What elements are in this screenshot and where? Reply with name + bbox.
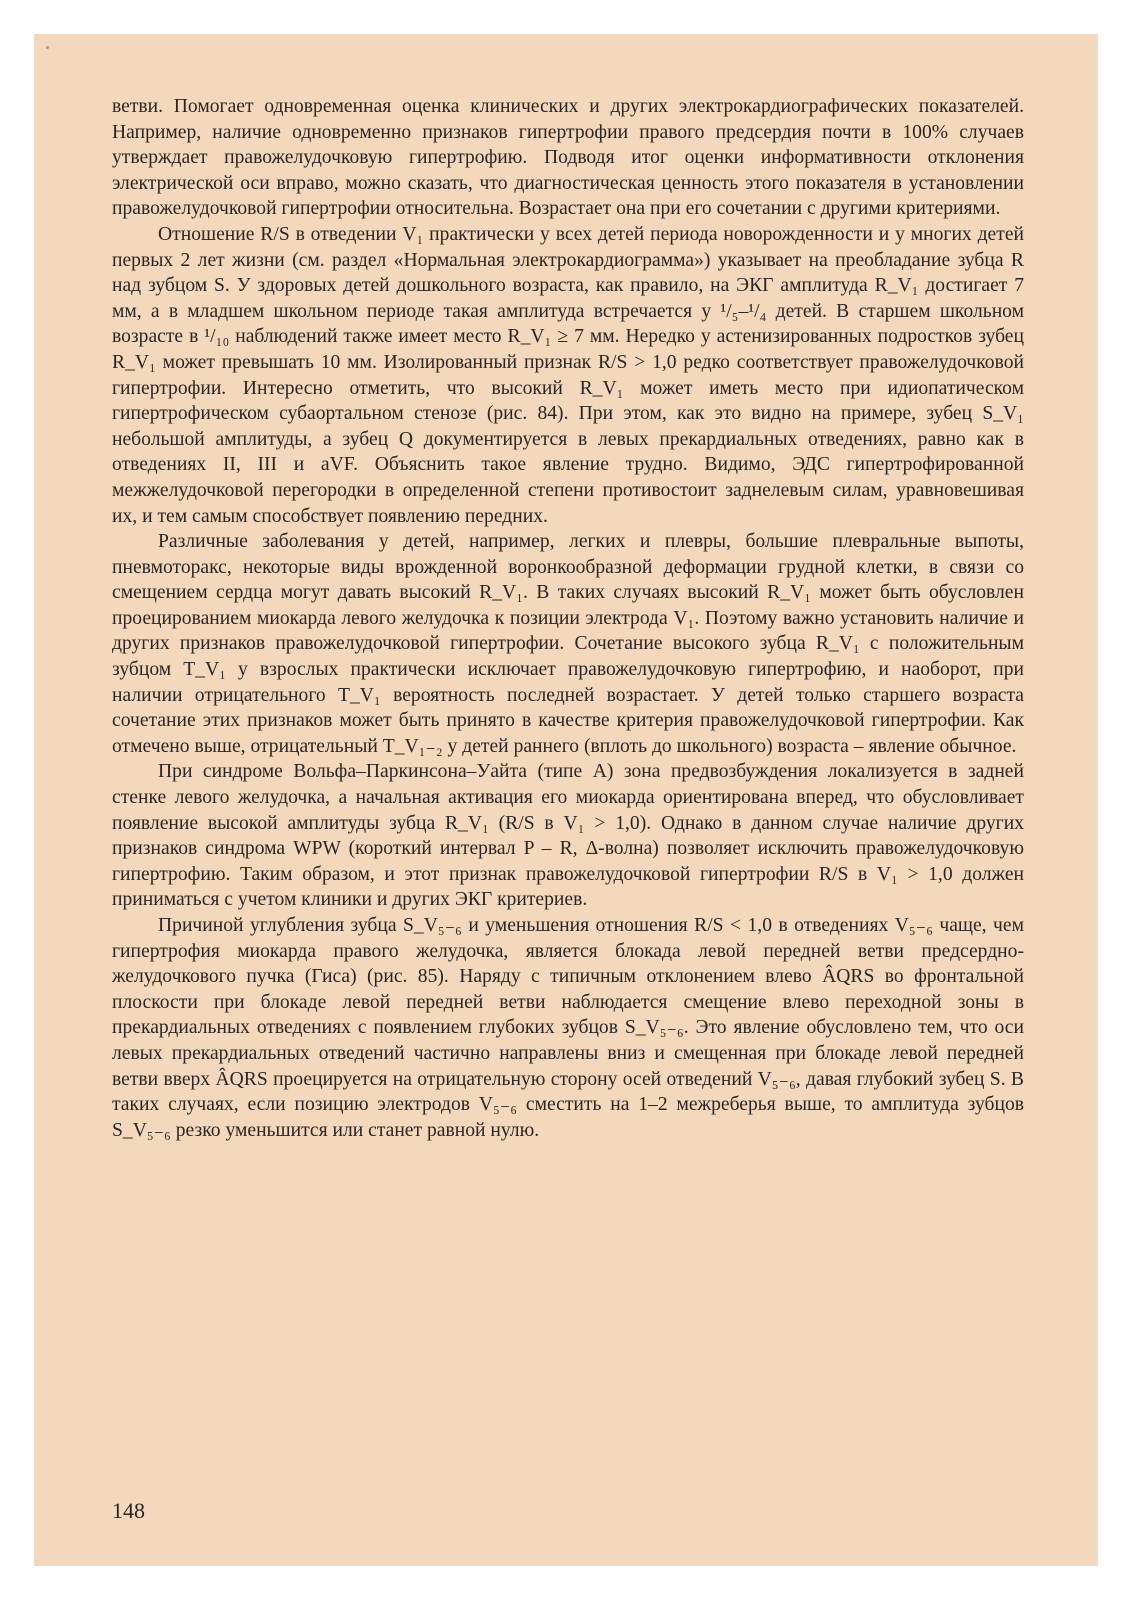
paragraph-3: Различные заболевания у детей, например, легких и плевры, большие плевральные выпоты, пневмоторакс, некоторые виды врожденной воронкообразной деформации грудной клетки, в связи со смещением сердца могут давать высокий R_V₁. В таких случаях высокий R_V₁ может быть обусловлен проецированием миокарда левого желудочка к позиции электрода V₁. Поэтому важно установить наличие и других признаков правожелудочковой гипертрофии. Сочетание высокого зубца R_V₁ с положительным зубцом T_V₁ у взрослых практически исключает правожелудочковую гипертрофию, и наоборот, при наличии отрицательного T_V₁ вероятность последней возрастает. У детей только старшего возраста сочетание этих признаков может быть принято в качестве критерия правожелудочковой гипертрофии. Как отмечено выше, отрицательный T_V₁₋₂ у детей раннего (вплоть до школьного) возраста – явление обычное. xyxy=(112,531,1024,757)
paragraph-5: Причиной углубления зубца S_V₅₋₆ и уменьшения отношения R/S < 1,0 в отведениях V₅₋₆ чаще, чем гипертрофия миокарда правого желудочка, является блокада левой передней ветви предсердно-желудочкового пучка (Гиса) (рис. 85). Наряду с типичным отклонением влево ÂQRS во фронтальной плоскости при блокаде левой передней ветви наблюдается смещение влево переходной зоны в прекардиальных отведениях с появлением глубоких зубцов S_V₅₋₆. Это явление обусловлено тем, что оси левых прекардиальных отведений частично направлены вниз и смещенная при блокаде левой передней ветви вверх ÂQRS проецируется на отрицательную сторону осей отведений V₅₋₆, давая глубокий зубец S. В таких случаях, если позицию электродов V₅₋₆ сместить на 1–2 межреберья выше, то амплитуда зубцов S_V₅₋₆ резко уменьшится или станет равной нулю. xyxy=(112,915,1024,1141)
paragraph-2: Отношение R/S в отведении V₁ практически у всех детей периода новорожденности и у многих детей первых 2 лет жизни (см. раздел «Нормальная электрокардиограмма») указывает на преобладание зубца R над зубцом S. У здоровых детей дошкольного возраста, как правило, на ЭКГ амплитуда R_V₁ достигает 7 мм, а в младшем школьном периоде такая амплитуда встречается у ¹/₅–¹/₄ детей. В старшем школьном возрасте в ¹/₁₀ наблюдений также имеет место R_V₁ ≥ 7 мм. Нередко у астенизированных подростков зубец R_V₁ может превышать 10 мм. Изолированный признак R/S > 1,0 редко соответствует правожелудочковой гипертрофии. Интересно отметить, что высокий R_V₁ может иметь место при идиопатическом гипертрофическом субаортальном стенозе (рис. 84). При этом, как это видно на примере, зубец S_V₁ небольшой амплитуды, а зубец Q документируется в левых прекардиальных отведениях, равно как в отведениях II, III и aVF. Объяснить такое явление трудно. Видимо, ЭДС гипертрофированной межжелудочковой перегородки в определенной степени противостоит заднелевым силам, уравновешивая их, и тем самым способствует появлению передних. xyxy=(112,223,1024,527)
book-page xyxy=(34,34,1098,1566)
page-number: 148 xyxy=(112,1498,145,1523)
page-speck xyxy=(46,46,49,49)
paragraph-4: При синдроме Вольфа–Паркинсона–Уайта (типе А) зона предвозбуждения локализуется в задней стенке левого желудочка, а начальная активация его миокарда ориентирована вперед, что обусловливает появление высокой амплитуды зубца R_V₁ (R/S в V₁ > 1,0). Однако в данном случае наличие других признаков синдрома WPW (короткий интервал P – R, Δ-волна) позволяет исключить правожелудочковую гипертрофию. Таким образом, и этот признак правожелудочковой гипертрофии R/S в V₁ > 1,0 должен приниматься с учетом клиники и других ЭКГ критериев. xyxy=(112,761,1024,911)
page-body xyxy=(112,94,1024,1143)
paragraph-1: ветви. Помогает одновременная оценка клинических и других электрокардиографических показателей. Например, наличие одновременно признаков гипертрофии правого предсердия почти в 100% случаев утверждает правожелудочковую гипертрофию. Подводя итог оценки информативности отклонения электрической оси вправо, можно сказать, что диагностическая ценность этого показателя в установлении правожелудочковой гипертрофии относительна. Возрастает она при его сочетании с другими критериями. xyxy=(112,96,1024,220)
